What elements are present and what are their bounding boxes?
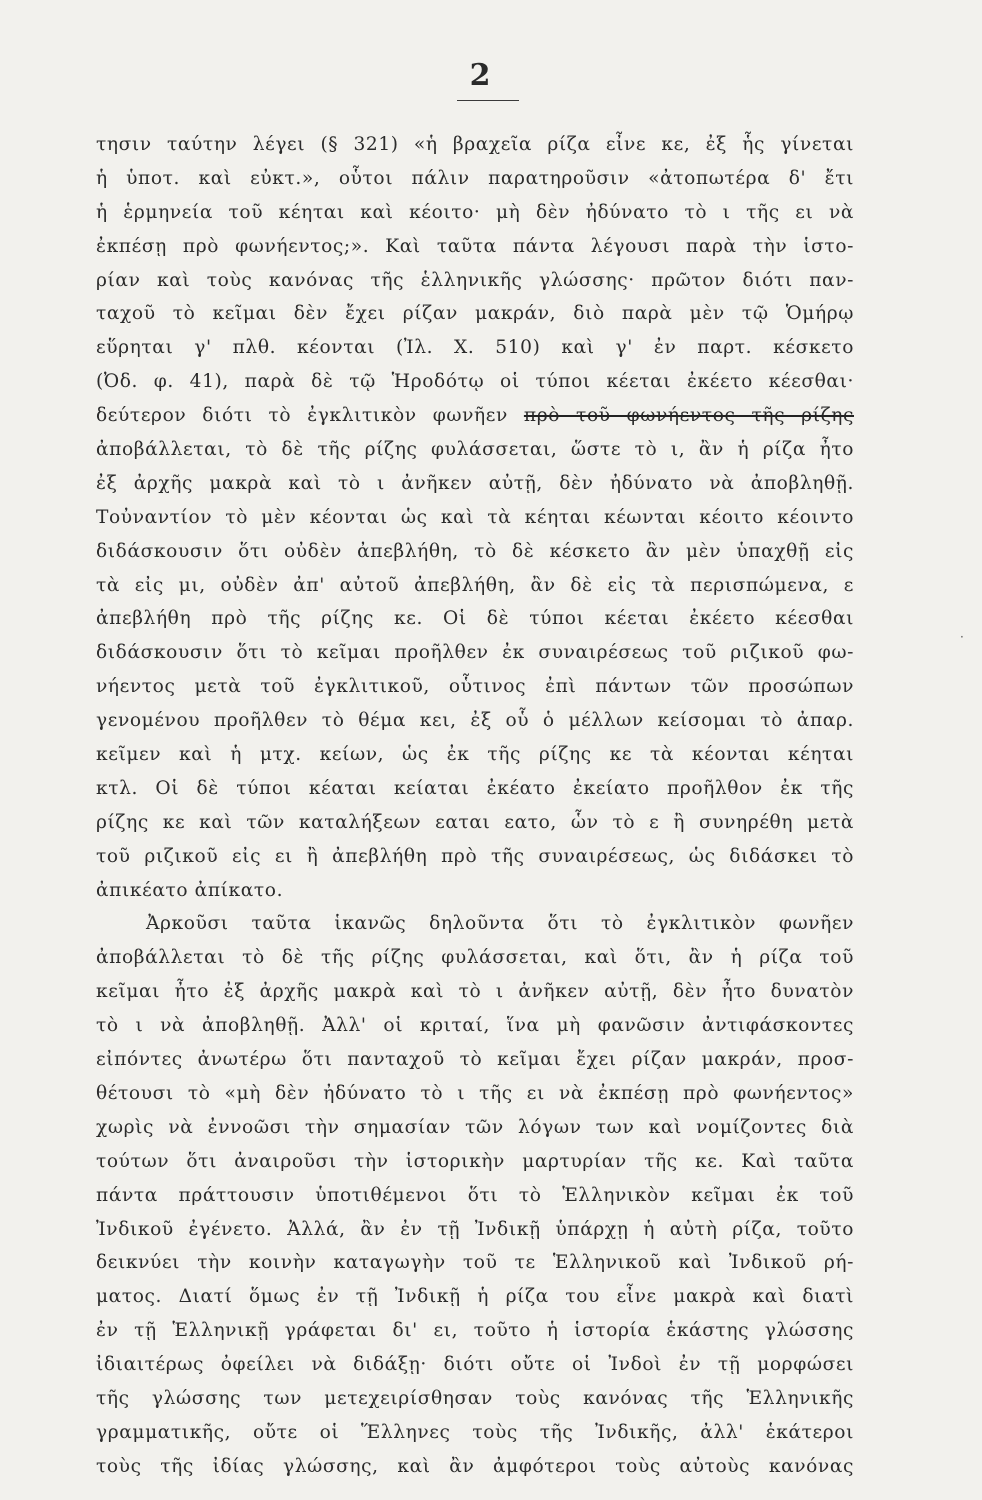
text-line-content: τοὺς τῆς ἰδίας γλώσσης, καὶ ἂν ἀμφότεροι τοὺς αὐτοὺς κανόνας bbox=[96, 1455, 854, 1477]
text-line-content: κεῖμεν καὶ ἡ μτχ. κείων, ὡς ἐκ τῆς ρίζης κε τὰ κέονται κέηται bbox=[96, 744, 854, 766]
text-line-content: κεῖμαι ἦτο ἐξ ἀρχῆς μακρὰ καὶ τὸ ι ἀνῆκεν αὐτῇ, δὲν ἦτο δυνατὸν bbox=[96, 981, 854, 1003]
text-line bbox=[96, 1314, 854, 1348]
text-line bbox=[96, 365, 854, 399]
text-line-content: Τοὐναντίον τὸ μὲν κέονται ὡς καὶ τὰ κέηται κέωνται κέοιτο κέοιντο bbox=[96, 506, 854, 528]
text-line bbox=[96, 738, 854, 772]
text-line bbox=[96, 128, 854, 162]
text-line bbox=[96, 433, 854, 467]
text-line-content: δεικνύει τὴν κοινὴν καταγωγὴν τοῦ τε Ἑλληνικοῦ καὶ Ἰνδικοῦ ρή- bbox=[96, 1252, 854, 1274]
text-line bbox=[96, 636, 854, 670]
text-line bbox=[96, 1416, 854, 1450]
text-line-content: ἰδιαιτέρως ὀφείλει νὰ διδάξῃ· διότι οὔτε οἱ Ἰνδοὶ ἐν τῇ μορφώσει bbox=[96, 1354, 854, 1376]
text-line-content: κτλ. Οἱ δὲ τύποι κέαται κείαται ἐκέατο ἐκείατο προῆλθον ἐκ τῆς bbox=[96, 777, 854, 799]
text-line-content: Ἀρκοῦσι ταῦτα ἱκανῶς δηλοῦντα ὅτι τὸ ἐγκλιτικὸν φωνῆεν bbox=[146, 913, 854, 935]
text-line-content: διδάσκουσιν ὅτι τὸ κεῖμαι προῆλθεν ἐκ συναιρέσεως τοῦ ριζικοῦ φω- bbox=[96, 642, 854, 664]
text-line bbox=[96, 1111, 854, 1145]
text-line-content: εὕρηται γ' πλθ. κέονται (Ἰλ. Χ. 510) καὶ γ' ἐν παρτ. κέσκετο bbox=[96, 337, 854, 359]
text-line-content: Ἰνδικοῦ ἐγένετο. Ἀλλά, ἂν ἐν τῇ Ἰνδικῇ ὑπάρχῃ ἡ αὐτὴ ρίζα, τοῦτο bbox=[96, 1218, 854, 1240]
text-line bbox=[96, 1043, 854, 1077]
text-line bbox=[96, 1213, 854, 1247]
text-line bbox=[96, 1009, 854, 1043]
text-line bbox=[96, 264, 854, 298]
text-line bbox=[96, 704, 854, 738]
text-line bbox=[96, 806, 854, 840]
text-line bbox=[96, 1348, 854, 1382]
text-line bbox=[96, 941, 854, 975]
text-line-content: πάντα πράττουσιν ὑποτιθέμενοι ὅτι τὸ Ἑλληνικὸν κεῖμαι ἐκ τοῦ bbox=[96, 1184, 854, 1206]
text-line-content: ρίζης κε καὶ τῶν καταλήξεων εαται εατο, ὧν τὸ ε ἢ συνηρέθη μετὰ bbox=[96, 811, 854, 833]
text-line-content: ἀπεβλήθη πρὸ τῆς ρίζης κε. Οἱ δὲ τύποι κέεται ἐκέετο κέεσθαι bbox=[96, 608, 854, 630]
text-line bbox=[96, 1382, 854, 1416]
text-line-content: τὰ εἰς μι, οὐδὲν ἀπ' αὐτοῦ ἀπεβλήθη, ἂν δὲ εἰς τὰ περισπώμενα, ε bbox=[96, 574, 854, 596]
text-line bbox=[96, 975, 854, 1009]
text-line bbox=[96, 162, 854, 196]
text-line-content: τούτων ὅτι ἀναιροῦσι τὴν ἱστορικὴν μαρτυρίαν τῆς κε. Καὶ ταῦτα bbox=[96, 1150, 854, 1172]
margin-mark: · bbox=[960, 630, 964, 644]
text-line bbox=[96, 1145, 854, 1179]
text-line bbox=[96, 602, 854, 636]
text-line-content: θέτουσι τὸ «μὴ δὲν ἠδύνατο τὸ ι τῆς ει νὰ ἐκπέσῃ πρὸ φωνήεντος» bbox=[96, 1082, 854, 1104]
text-line-content: ἐν τῇ Ἑλληνικῇ γράφεται δι' ει, τοῦτο ἡ ἱστορία ἑκάστης γλώσσης bbox=[96, 1320, 854, 1342]
text-line bbox=[96, 907, 854, 941]
text-line-content: ἡ ὑποτ. καὶ εὐκτ.», οὗτοι πάλιν παρατηροῦσιν «ἀτοπωτέρα δ' ἔτι bbox=[96, 167, 854, 189]
text-line-content: ἀποβάλλεται τὸ δὲ τῆς ρίζης φυλάσσεται, καὶ ὅτι, ἂν ἡ ρίζα τοῦ bbox=[96, 947, 854, 969]
text-line-content: ταχοῦ τὸ κεῖμαι δὲν ἔχει ρίζαν μακράν, διὸ παρὰ μὲν τῷ Ὁμήρῳ bbox=[96, 303, 854, 325]
text-line bbox=[96, 772, 854, 806]
text-line bbox=[96, 1246, 854, 1280]
text-line-content: εἰπόντες ἀνωτέρω ὅτι πανταχοῦ τὸ κεῖμαι ἔχει ρίζαν μακράν, προσ- bbox=[96, 1049, 854, 1071]
text-line bbox=[96, 399, 854, 433]
struck-out-text: πρὸ τοῦ φωνήεντος τῆς ρίζης bbox=[523, 405, 854, 427]
text-line-content: δεύτερον διότι τὸ ἐγκλιτικὸν φωνῆεν bbox=[96, 405, 508, 427]
text-line bbox=[96, 1450, 854, 1484]
text-line bbox=[96, 467, 854, 501]
text-line-content: ἐκπέσῃ πρὸ φωνήεντος;». Καὶ ταῦτα πάντα λέγουσι παρὰ τὴν ἱστο- bbox=[96, 235, 854, 257]
text-line-content: (Ὀδ. φ. 41), παρὰ δὲ τῷ Ἡροδότῳ οἱ τύποι κέεται ἐκέετο κέεσθαι· bbox=[96, 371, 854, 393]
text-line-content: ἀπικέατο ἀπίκατο. bbox=[96, 879, 284, 901]
text-line-content: ἐξ ἀρχῆς μακρὰ καὶ τὸ ι ἀνῆκεν αὐτῇ, δὲν ἠδύνατο νὰ ἀποβληθῇ. bbox=[96, 472, 854, 494]
text-line bbox=[96, 840, 854, 874]
body-text bbox=[96, 128, 854, 1484]
text-line bbox=[96, 535, 854, 569]
text-line bbox=[96, 569, 854, 603]
text-line-content: γενομένου προῆλθεν τὸ θέμα κει, ἐξ οὗ ὁ μέλλων κείσομαι τὸ ἀπαρ. bbox=[96, 710, 854, 732]
text-line-content: ματος. Διατί ὅμως ἐν τῇ Ἰνδικῇ ἡ ρίζα του εἶνε μακρὰ καὶ διατὶ bbox=[96, 1286, 854, 1308]
text-line-content: ρίαν καὶ τοὺς κανόνας τῆς ἑλληνικῆς γλώσσης· πρῶτον διότι παν- bbox=[96, 269, 854, 291]
text-line-content: χωρὶς νὰ ἐννοῶσι τὴν σημασίαν τῶν λόγων των καὶ νομίζοντες διὰ bbox=[96, 1116, 854, 1138]
text-line-content: τοῦ ριζικοῦ εἰς ει ἢ ἀπεβλήθη πρὸ τῆς συναιρέσεως, ὡς διδάσκει τὸ bbox=[96, 845, 854, 867]
text-line bbox=[96, 1280, 854, 1314]
text-line bbox=[96, 1179, 854, 1213]
text-line bbox=[96, 1077, 854, 1111]
text-line-content: γραμματικῆς, οὔτε οἱ Ἕλληνες τοὺς τῆς Ἰνδικῆς, ἀλλ' ἑκάτεροι bbox=[96, 1421, 854, 1443]
text-line-content: διδάσκουσιν ὅτι οὐδὲν ἀπεβλήθη, τὸ δὲ κέσκετο ἂν μὲν ὑπαχθῇ εἰς bbox=[96, 540, 854, 562]
page-number: 2 bbox=[469, 58, 491, 93]
text-line bbox=[96, 297, 854, 331]
text-line bbox=[96, 874, 854, 908]
text-line bbox=[96, 196, 854, 230]
text-line-content: τὸ ι νὰ ἀποβληθῇ. Ἀλλ' οἱ κριταί, ἵνα μὴ φανῶσιν ἀντιφάσκοντες bbox=[96, 1015, 854, 1037]
text-line-content: ἡ ἑρμηνεία τοῦ κέηται καὶ κέοιτο· μὴ δὲν ἠδύνατο τὸ ι τῆς ει νὰ bbox=[96, 201, 854, 223]
text-line bbox=[96, 670, 854, 704]
text-line bbox=[96, 501, 854, 535]
text-line-content: νήεντος μετὰ τοῦ ἐγκλιτικοῦ, οὗτινος ἐπὶ πάντων τῶν προσώπων bbox=[96, 676, 854, 698]
text-line bbox=[96, 331, 854, 365]
text-line-content: τησιν ταύτην λέγει (§ 321) «ἡ βραχεῖα ρίζα εἶνε κε, ἐξ ἧς γίνεται bbox=[96, 134, 854, 155]
header-rule bbox=[457, 100, 519, 101]
text-line-content: τῆς γλώσσης των μετεχειρίσθησαν τοὺς κανόνας τῆς Ἑλληνικῆς bbox=[96, 1387, 854, 1409]
text-line bbox=[96, 230, 854, 264]
text-line-content: ἀποβάλλεται, τὸ δὲ τῆς ρίζης φυλάσσεται, ὥστε τὸ ι, ἂν ἡ ρίζα ἦτο bbox=[96, 439, 854, 461]
